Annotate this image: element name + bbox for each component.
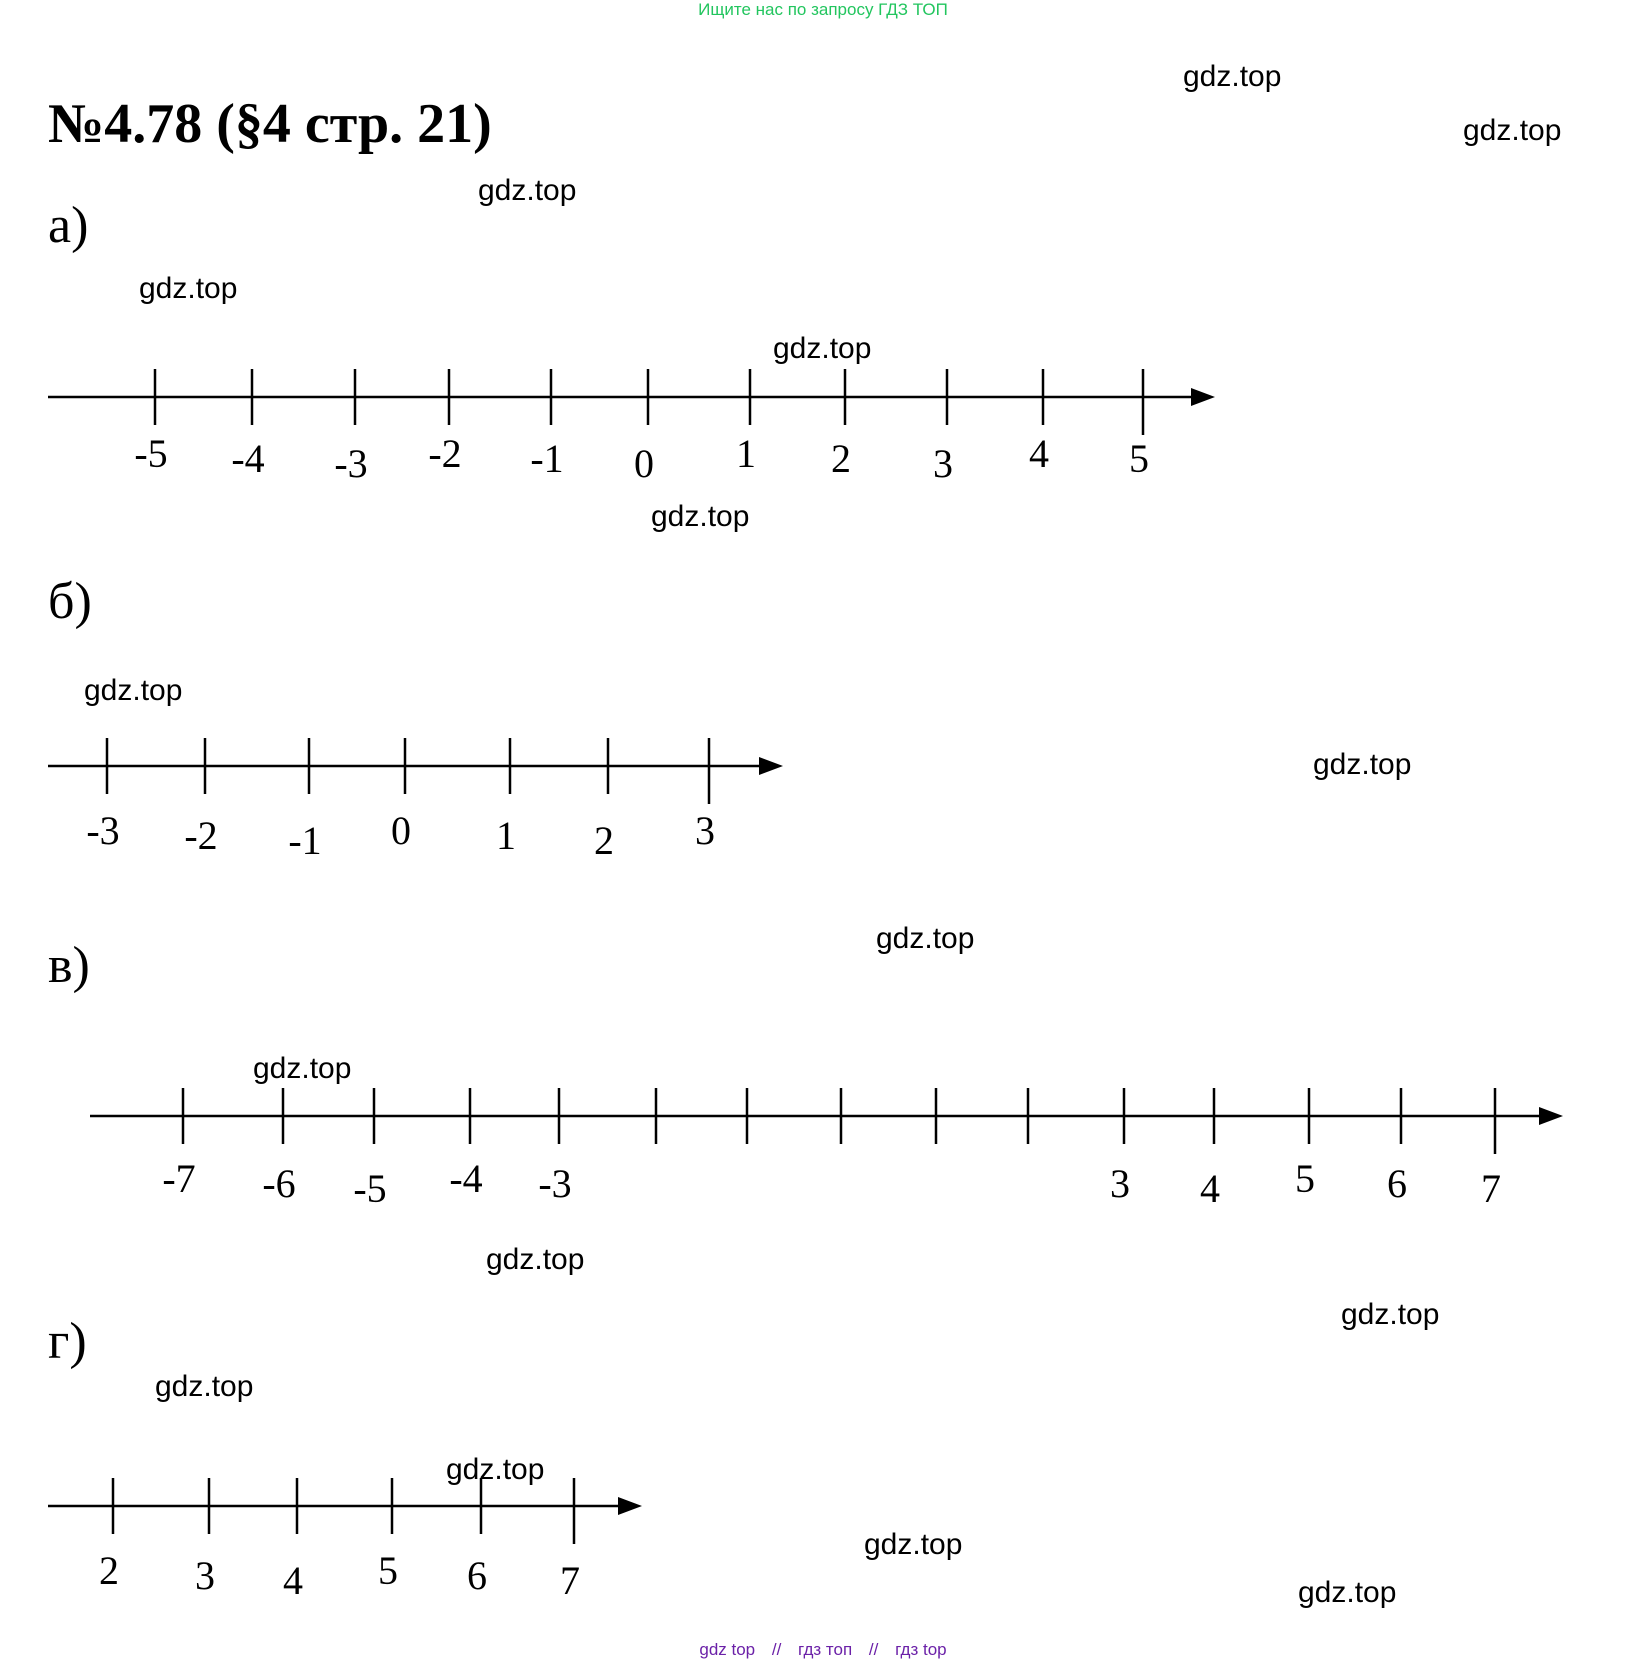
tick-label: -1	[530, 436, 564, 481]
watermark: gdz.top	[864, 1528, 963, 1561]
tick-label: -7	[162, 1156, 196, 1201]
watermark: gdz.top	[651, 500, 750, 533]
tick-label: 3	[695, 808, 715, 853]
tick-label: 4	[1200, 1166, 1220, 1211]
tick-label: 7	[1481, 1166, 1501, 1211]
footer-link[interactable]: гдз top	[895, 1640, 947, 1659]
watermark: gdz.top	[1341, 1298, 1440, 1331]
watermark: gdz.top	[84, 674, 183, 707]
part-a-label: а)	[48, 197, 89, 254]
tick-label: -2	[184, 813, 218, 858]
watermark: gdz.top	[1298, 1576, 1397, 1609]
tick-label: 5	[1129, 436, 1149, 481]
watermark: gdz.top	[155, 1370, 254, 1403]
tick-label: 2	[831, 436, 851, 481]
watermark: gdz.top	[486, 1243, 585, 1276]
tick-label: -6	[262, 1161, 296, 1206]
tick-label: -4	[231, 436, 265, 481]
watermark: gdz.top	[1183, 60, 1282, 93]
tick-label: -3	[538, 1161, 572, 1206]
tick-label: 3	[1110, 1161, 1130, 1206]
tick-label: 3	[195, 1553, 215, 1598]
tick-label: -4	[449, 1156, 483, 1201]
tick-label: 0	[391, 808, 411, 853]
part-g-label: г)	[48, 1313, 87, 1370]
tick-label: 5	[378, 1548, 398, 1593]
watermark: gdz.top	[446, 1453, 545, 1486]
tick-label: -1	[288, 818, 322, 863]
axis-arrow	[618, 1497, 642, 1515]
watermark: gdz.top	[253, 1052, 352, 1085]
footer-link[interactable]: gdz top	[699, 1640, 756, 1659]
tick-label: -3	[334, 441, 368, 486]
top-banner[interactable]: Ищите нас по запросу ГДЗ ТОП	[698, 0, 948, 19]
tick-label: -5	[134, 431, 168, 476]
footer-separator: //	[771, 1640, 782, 1659]
tick-label: 4	[283, 1558, 303, 1603]
tick-label: 3	[933, 441, 953, 486]
page-title: №4.78 (§4 стр. 21)	[48, 93, 492, 155]
watermark: gdz.top	[1463, 114, 1562, 147]
footer-separator: //	[868, 1640, 879, 1659]
tick-label: 2	[594, 818, 614, 863]
tick-label: -2	[428, 431, 462, 476]
tick-label: 2	[99, 1548, 119, 1593]
watermark: gdz.top	[1313, 748, 1412, 781]
tick-label: 1	[496, 813, 516, 858]
part-v-label: в)	[48, 937, 90, 994]
tick-label: 6	[1387, 1161, 1407, 1206]
tick-label: 5	[1295, 1156, 1315, 1201]
footer	[0, 1640, 1646, 1660]
axis-arrow	[1191, 388, 1215, 406]
tick-label: 7	[560, 1558, 580, 1603]
footer-link[interactable]: гдз топ	[798, 1640, 853, 1659]
tick-label: -5	[353, 1166, 387, 1211]
tick-label: 1	[736, 431, 756, 476]
watermark: gdz.top	[876, 922, 975, 955]
tick-label: 4	[1029, 431, 1049, 476]
axis-arrow	[1539, 1107, 1563, 1125]
axis-arrow	[759, 757, 783, 775]
tick-label: 0	[634, 441, 654, 486]
tick-label: 6	[467, 1553, 487, 1598]
part-b-label: б)	[48, 573, 92, 630]
watermark: gdz.top	[139, 272, 238, 305]
tick-label: -3	[86, 808, 120, 853]
watermark: gdz.top	[478, 174, 577, 207]
watermark: gdz.top	[773, 332, 872, 365]
